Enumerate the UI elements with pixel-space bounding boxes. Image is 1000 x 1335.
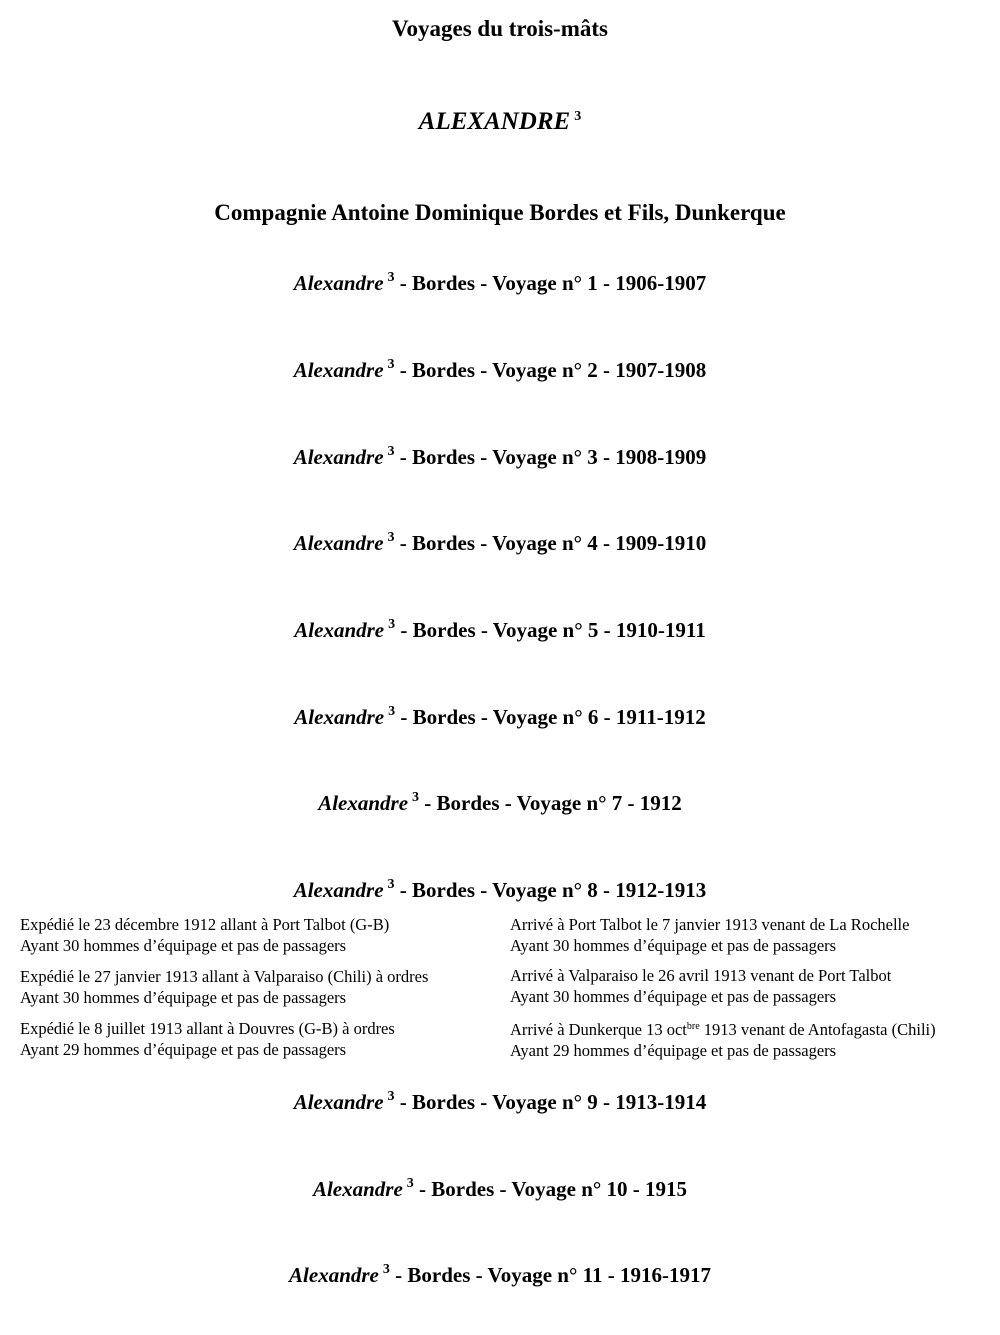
voyage-heading-6: Alexandre $^3$ - Bordes - Voyage n° 6 - 1911-1912	[294, 704, 706, 729]
leg2-departure-line1: Expédié le 27 janvier 1913 allant à Valparaiso (Chili) à ordres	[20, 967, 429, 986]
leg1-departure-line2: Ayant 30 hommes d’équipage et pas de passagers	[20, 936, 347, 955]
ship-name: ALEXANDRE $^3$	[418, 108, 582, 135]
voyage-heading-3: Alexandre $^3$ - Bordes - Voyage n° 3 - 1908-1909	[293, 444, 707, 469]
leg3-arrival	[510, 1016, 936, 1061]
voyage-heading-10: Alexandre $^3$ - Bordes - Voyage n° 10 - 1915	[312, 1176, 688, 1201]
leg1-arrival-line1: Arrivé à Port Talbot le 7 janvier 1913 venant de La Rochelle	[510, 915, 910, 934]
leg1-arrival	[510, 914, 909, 956]
voyage-heading-4: Alexandre $^3$ - Bordes - Voyage n° 4 - 1909-1910	[293, 530, 707, 555]
leg2-departure-line2: Ayant 30 hommes d’équipage et pas de passagers	[20, 988, 347, 1007]
voyage-heading-9: Alexandre $^3$ - Bordes - Voyage n° 9 - 1913-1914	[293, 1089, 707, 1114]
voyage-heading-7: Alexandre $^3$ - Bordes - Voyage n° 7 - 1912	[318, 790, 682, 815]
voyage-heading-5: Alexandre $^3$ - Bordes - Voyage n° 5 - 1910-1911	[294, 617, 706, 642]
leg3-arrival-line1: Arrivé à Dunkerque 13 oct$^{bre}$ 1913 venant de Antofagasta (Chili)	[510, 1020, 936, 1039]
leg2-arrival-line2: Ayant 30 hommes d’équipage et pas de passagers	[510, 987, 837, 1006]
voyage-heading-2: Alexandre $^3$ - Bordes - Voyage n° 2 - 1907-1908	[293, 357, 707, 382]
voyage-heading-8: Alexandre $^3$ - Bordes - Voyage n° 8 - 1912-1913	[293, 877, 707, 902]
leg3-arrival-line2: Ayant 29 hommes d’équipage et pas de passagers	[510, 1041, 837, 1060]
leg2-departure	[20, 966, 428, 1008]
leg2-arrival-line1: Arrivé à Valparaiso le 26 avril 1913 venant de Port Talbot	[510, 966, 892, 985]
leg1-departure-line1: Expédié le 23 décembre 1912 allant à Port Talbot (G-B)	[20, 915, 390, 934]
voyage-heading-11: Alexandre $^3$ - Bordes - Voyage n° 11 - 1916-1917	[289, 1262, 711, 1287]
leg3-departure	[20, 1018, 395, 1060]
leg1-arrival-line2: Ayant 30 hommes d’équipage et pas de passagers	[510, 936, 837, 955]
leg3-departure-line2: Ayant 29 hommes d’équipage et pas de passagers	[20, 1040, 347, 1059]
leg1-departure	[20, 914, 389, 956]
leg2-arrival	[510, 965, 891, 1007]
voyage-heading-1: Alexandre $^3$ - Bordes - Voyage n° 1 - 1906-1907	[293, 270, 707, 295]
company-name: Compagnie Antoine Dominique Bordes et Fils, Dunkerque	[214, 200, 786, 225]
page-title: Voyages du trois-mâts	[392, 16, 608, 41]
leg3-departure-line1: Expédié le 8 juillet 1913 allant à Douvres (G-B) à ordres	[20, 1019, 395, 1038]
